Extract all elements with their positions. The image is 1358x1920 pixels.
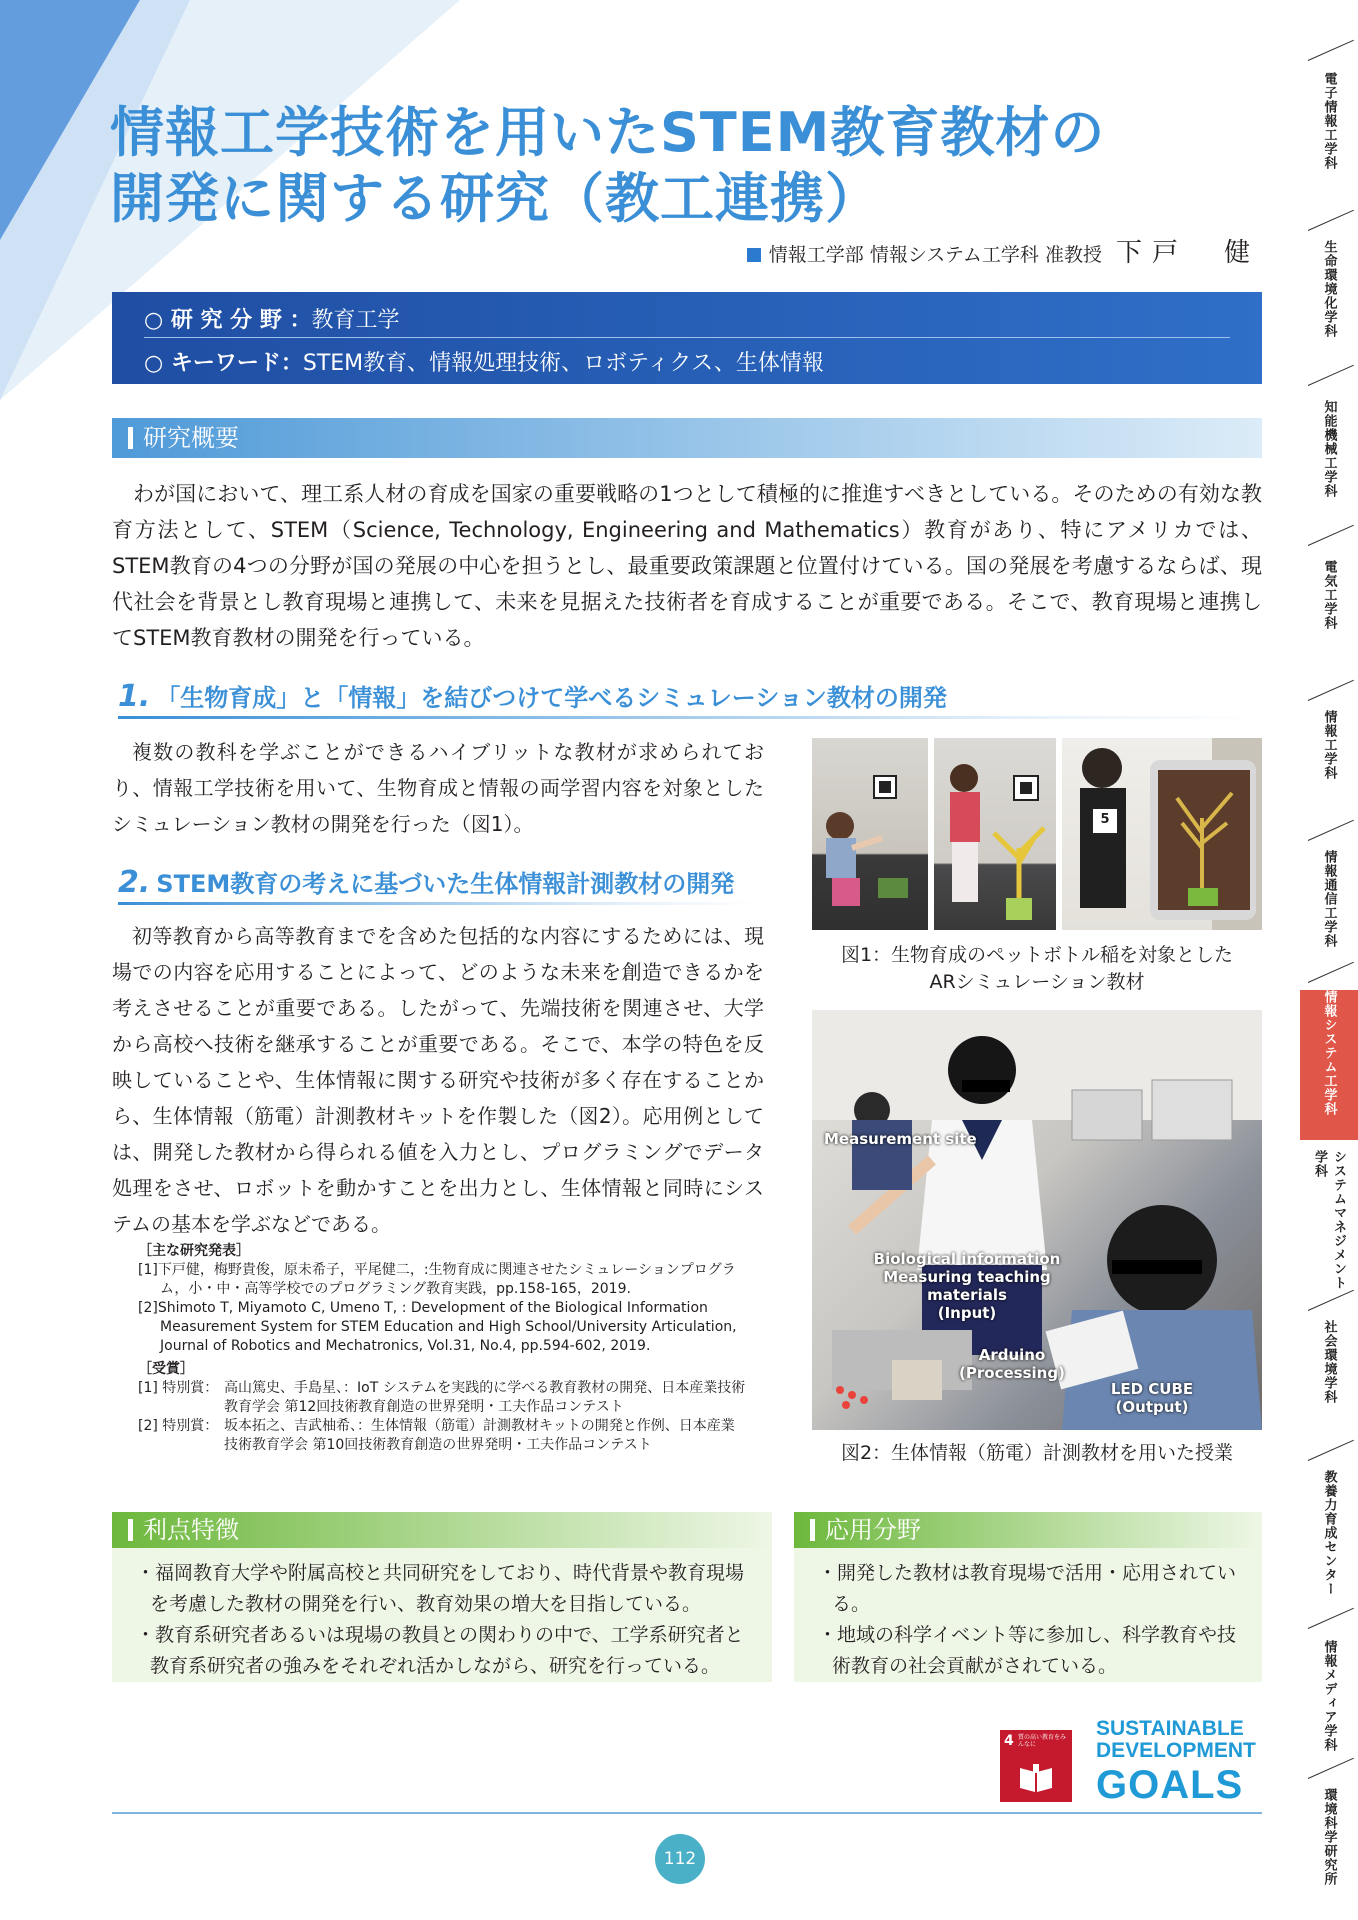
award-item xyxy=(138,1379,748,1417)
page-title xyxy=(110,100,1210,232)
sdgs-line3: GOALS xyxy=(1096,1763,1244,1807)
tab-computer-sci[interactable] xyxy=(1300,710,1358,830)
title-line-1: 情報工学技術を用いたSTEM教育教材の xyxy=(110,101,1106,164)
keywords-value: STEM教育、情報処理技術、ロボティクス、生体情報 xyxy=(302,351,824,376)
label-arduino-line1: Arduino xyxy=(978,1346,1046,1364)
award-item xyxy=(138,1417,748,1455)
label-led-cube xyxy=(1092,1380,1212,1416)
research-info-box xyxy=(112,292,1262,384)
label-bio-line1: Biological information xyxy=(873,1250,1061,1268)
advantages-heading xyxy=(112,1512,772,1548)
tab-system-management[interactable] xyxy=(1300,1150,1358,1300)
label-measurement-site: Measurement site xyxy=(824,1130,977,1148)
label-arduino xyxy=(952,1346,1072,1382)
tab-info-systems-active[interactable] xyxy=(1300,990,1358,1140)
research-field-label: ○ 研 究 分 野 ： xyxy=(144,308,312,333)
sdg4-tile xyxy=(1000,1730,1072,1802)
author-affiliation: 情報工学部 情報システム工学科 准教授 xyxy=(768,244,1102,266)
author-line xyxy=(700,232,1260,269)
figure2-photo-classroom xyxy=(812,1010,1262,1430)
tab-label: 情報メディア学科 xyxy=(1321,1640,1337,1752)
sdgs-line2: DEVELOPMENT xyxy=(1096,1739,1256,1762)
advantages-heading-text: 利点特徴 xyxy=(143,1516,239,1544)
tab-label: 社会環境学科 xyxy=(1321,1320,1337,1404)
label-arduino-line2: (Processing) xyxy=(959,1364,1065,1382)
section1-number: 1. xyxy=(118,679,151,714)
publications-heading: ［主な研究発表］ xyxy=(138,1243,250,1259)
figure1-photo-tablet-ar xyxy=(1062,738,1262,930)
section1-heading xyxy=(118,678,947,714)
tab-label: 教養力育成センター xyxy=(1321,1470,1337,1596)
tab-intelligent-mech[interactable] xyxy=(1300,400,1358,540)
section2-underline xyxy=(118,902,758,905)
tab-info-media[interactable] xyxy=(1300,1640,1358,1770)
application-item: ・開発した教材は教育現場で活用・応用されている。 xyxy=(818,1562,1237,1615)
title-line-2: 開発に関する研究（教工連携） xyxy=(110,167,880,230)
research-field-value: 教育工学 xyxy=(311,308,400,333)
figure2-caption: 図2：生体情報（筋電）計測教材を用いた授業 xyxy=(840,1442,1234,1464)
tab-electrical[interactable] xyxy=(1300,560,1358,680)
ar-marker-number: 5 xyxy=(1100,812,1110,827)
tab-label: 知能機械工学科 xyxy=(1321,400,1337,498)
advantages-box xyxy=(112,1548,772,1682)
advantage-item: ・福岡教育大学や附属高校と共同研究をしており、時代背景や教育現場を考慮した教材の開発を行い、教育効果の増大を目指している。 xyxy=(136,1562,745,1615)
overview-text: わが国において、理工系人材の育成を国家の重要戦略の1つとして積極的に推進すべきとしている。そのための有効な教育方法として、STEM（Science, Technology, Engineering and Mathematics）教育があり、特にアメリカでは、STEM教育の4つの分野が国の発展の中心を担うとし、最重要政策課題と位置付けている。国の発展を考慮するならば、現代社会を背景とし教育現場と連携して、未来を見据えた技術者を育成することが重要である。そこで、教育現場と連携してSTEM教育教材の開発を行っている。 xyxy=(112,482,1262,650)
figure1-caption xyxy=(812,940,1262,994)
sdg4-number: 4 xyxy=(1004,1733,1014,1749)
label-bio-line3: (Input) xyxy=(937,1304,997,1322)
tab-label: 生命環境化学科 xyxy=(1321,240,1337,338)
heading-bar-icon xyxy=(128,1519,133,1541)
tab-divider xyxy=(1308,680,1354,701)
label-bio-line2: Measuring teaching materials xyxy=(883,1268,1051,1304)
figure1-caption-line1: 図1：生物育成のペットボトル稲を対象とした xyxy=(840,944,1234,966)
section2-number: 2. xyxy=(118,865,151,900)
awards-heading: ［受賞］ xyxy=(138,1361,194,1377)
overview-heading xyxy=(112,418,1262,458)
tab-electronic-info[interactable] xyxy=(1300,72,1358,222)
footer-rule xyxy=(112,1812,1262,1814)
author-name: 下戸 健 xyxy=(1115,238,1260,268)
publications-block xyxy=(138,1242,748,1455)
tab-label: 情報工学科 xyxy=(1321,710,1337,780)
section2-text: 初等教育から高等教育までを含めた包括的な内容にするためには、現場での内容を応用することによって、どのような未来を創造できるかを考えさせることが重要である。したがって、先端技術を関連させ、大学から高校へ技術を継承することが重要である。そこで、本学の特色を反映していることや、生体情報に関する研究や技術が多く存在することから、生体情報（筋電）計測教材キットを作製した（図2）。応用例としては、開発した教材から得られる値を入力とし、プログラミングでデータ処理をさせ、ロボットを動かすことを出力とし、生体情報と同時にシステムの基本を学ぶなどである。 xyxy=(112,924,764,1236)
section2-heading xyxy=(118,864,734,900)
figure1-photo-child-pointing xyxy=(812,738,928,930)
tab-label: 情報システム工学科 xyxy=(1321,990,1337,1116)
department-tabs xyxy=(1300,40,1358,1886)
tab-label: 電気工学科 xyxy=(1321,560,1337,630)
sdgs-line1: SUSTAINABLE xyxy=(1096,1717,1244,1740)
award-key: [2] 特別賞： xyxy=(138,1418,219,1434)
section2-title: STEM教育の考えに基づいた生体情報計測教材の開発 xyxy=(156,870,735,898)
tab-social-env[interactable] xyxy=(1300,1320,1358,1450)
tab-liberal-arts-center[interactable] xyxy=(1300,1470,1358,1620)
label-led-line2: (Output) xyxy=(1115,1398,1189,1416)
tab-label: 情報通信工学科 xyxy=(1321,850,1337,948)
overview-heading-text: 研究概要 xyxy=(143,424,239,452)
label-led-line1: LED CUBE xyxy=(1110,1380,1194,1398)
research-field-row xyxy=(144,303,400,334)
heading-bar-icon xyxy=(128,427,133,449)
applications-box xyxy=(794,1548,1262,1682)
award-key: [1] 特別賞： xyxy=(138,1380,219,1396)
label-biological-information xyxy=(852,1250,1082,1322)
book-icon xyxy=(1018,1764,1054,1794)
tab-divider xyxy=(1308,40,1354,61)
tab-label: 環境科学研究所 xyxy=(1321,1788,1337,1886)
square-bullet-icon xyxy=(747,248,761,262)
heading-bar-icon xyxy=(810,1519,815,1541)
tab-label: システムマネジメント学科 xyxy=(1312,1150,1346,1290)
figure1-photo-child-standing xyxy=(934,738,1056,930)
award-text: 坂本拓之、吉武柚希、：生体情報（筋電）計測教材キットの開発と作例、日本産業技術教育学会 第10回技術教育創造の世界発明・工夫作品コンテスト xyxy=(224,1418,735,1453)
applications-heading-text: 応用分野 xyxy=(825,1516,921,1544)
applications-heading xyxy=(794,1512,1262,1548)
publication-item: [1]下戸健，梅野貴俊，原未希子，平尾健二，:生物育成に関連させたシミュレーションプログラム，小・中・高等学校でのプログラミング教育実践，pp.158-165，2019. xyxy=(138,1262,736,1297)
award-text: 高山篤史、手島星、：IoT システムを実践的に学べる教育教材の開発、日本産業技術教育学会 第12回技術教育創造の世界発明・工夫作品コンテスト xyxy=(224,1380,746,1415)
section1-text: 複数の教科を学ぶことができるハイブリットな教材が求められており、情報工学技術を用いて、生物育成と情報の両学習内容を対象としたシミュレーション教材の開発を行った（図1）。 xyxy=(112,740,764,836)
keywords-label: ○ キーワード： xyxy=(144,351,303,376)
publication-item: [2]Shimoto T, Miyamoto C, Umeno T, : Development of the Biological Information Measurement System for STEM Education and High School/University Articulation, Journal of Robotics and Mechatronics, Vol.31, No.4, pp.594-602, 2019. xyxy=(138,1300,737,1354)
tab-label: 電子情報工学科 xyxy=(1321,72,1337,170)
sdg4-text: 質の高い教育をみんなに xyxy=(1018,1734,1067,1748)
keywords-row xyxy=(144,346,824,377)
tab-life-env-chem[interactable] xyxy=(1300,240,1358,380)
sdgs-logo xyxy=(1096,1718,1266,1808)
advantage-item: ・教育系研究者あるいは現場の教員との関わりの中で、工学系研究者と教育系研究者の強みをそれぞれ活かしながら、研究を行っている。 xyxy=(136,1624,744,1677)
section1-underline xyxy=(118,716,1258,719)
section1-title: 「生物育成」と「情報」を結びつけて学べるシミュレーション教材の開発 xyxy=(156,684,947,712)
figure1-caption-line2: ARシミュレーション教材 xyxy=(929,971,1145,993)
tab-env-science-inst[interactable] xyxy=(1300,1788,1358,1908)
page-number: 112 xyxy=(655,1834,705,1884)
info-divider xyxy=(144,337,1230,338)
application-item: ・地域の科学イベント等に参加し、科学教育や技術教育の社会貢献がされている。 xyxy=(818,1624,1237,1677)
tab-info-comm[interactable] xyxy=(1300,850,1358,980)
